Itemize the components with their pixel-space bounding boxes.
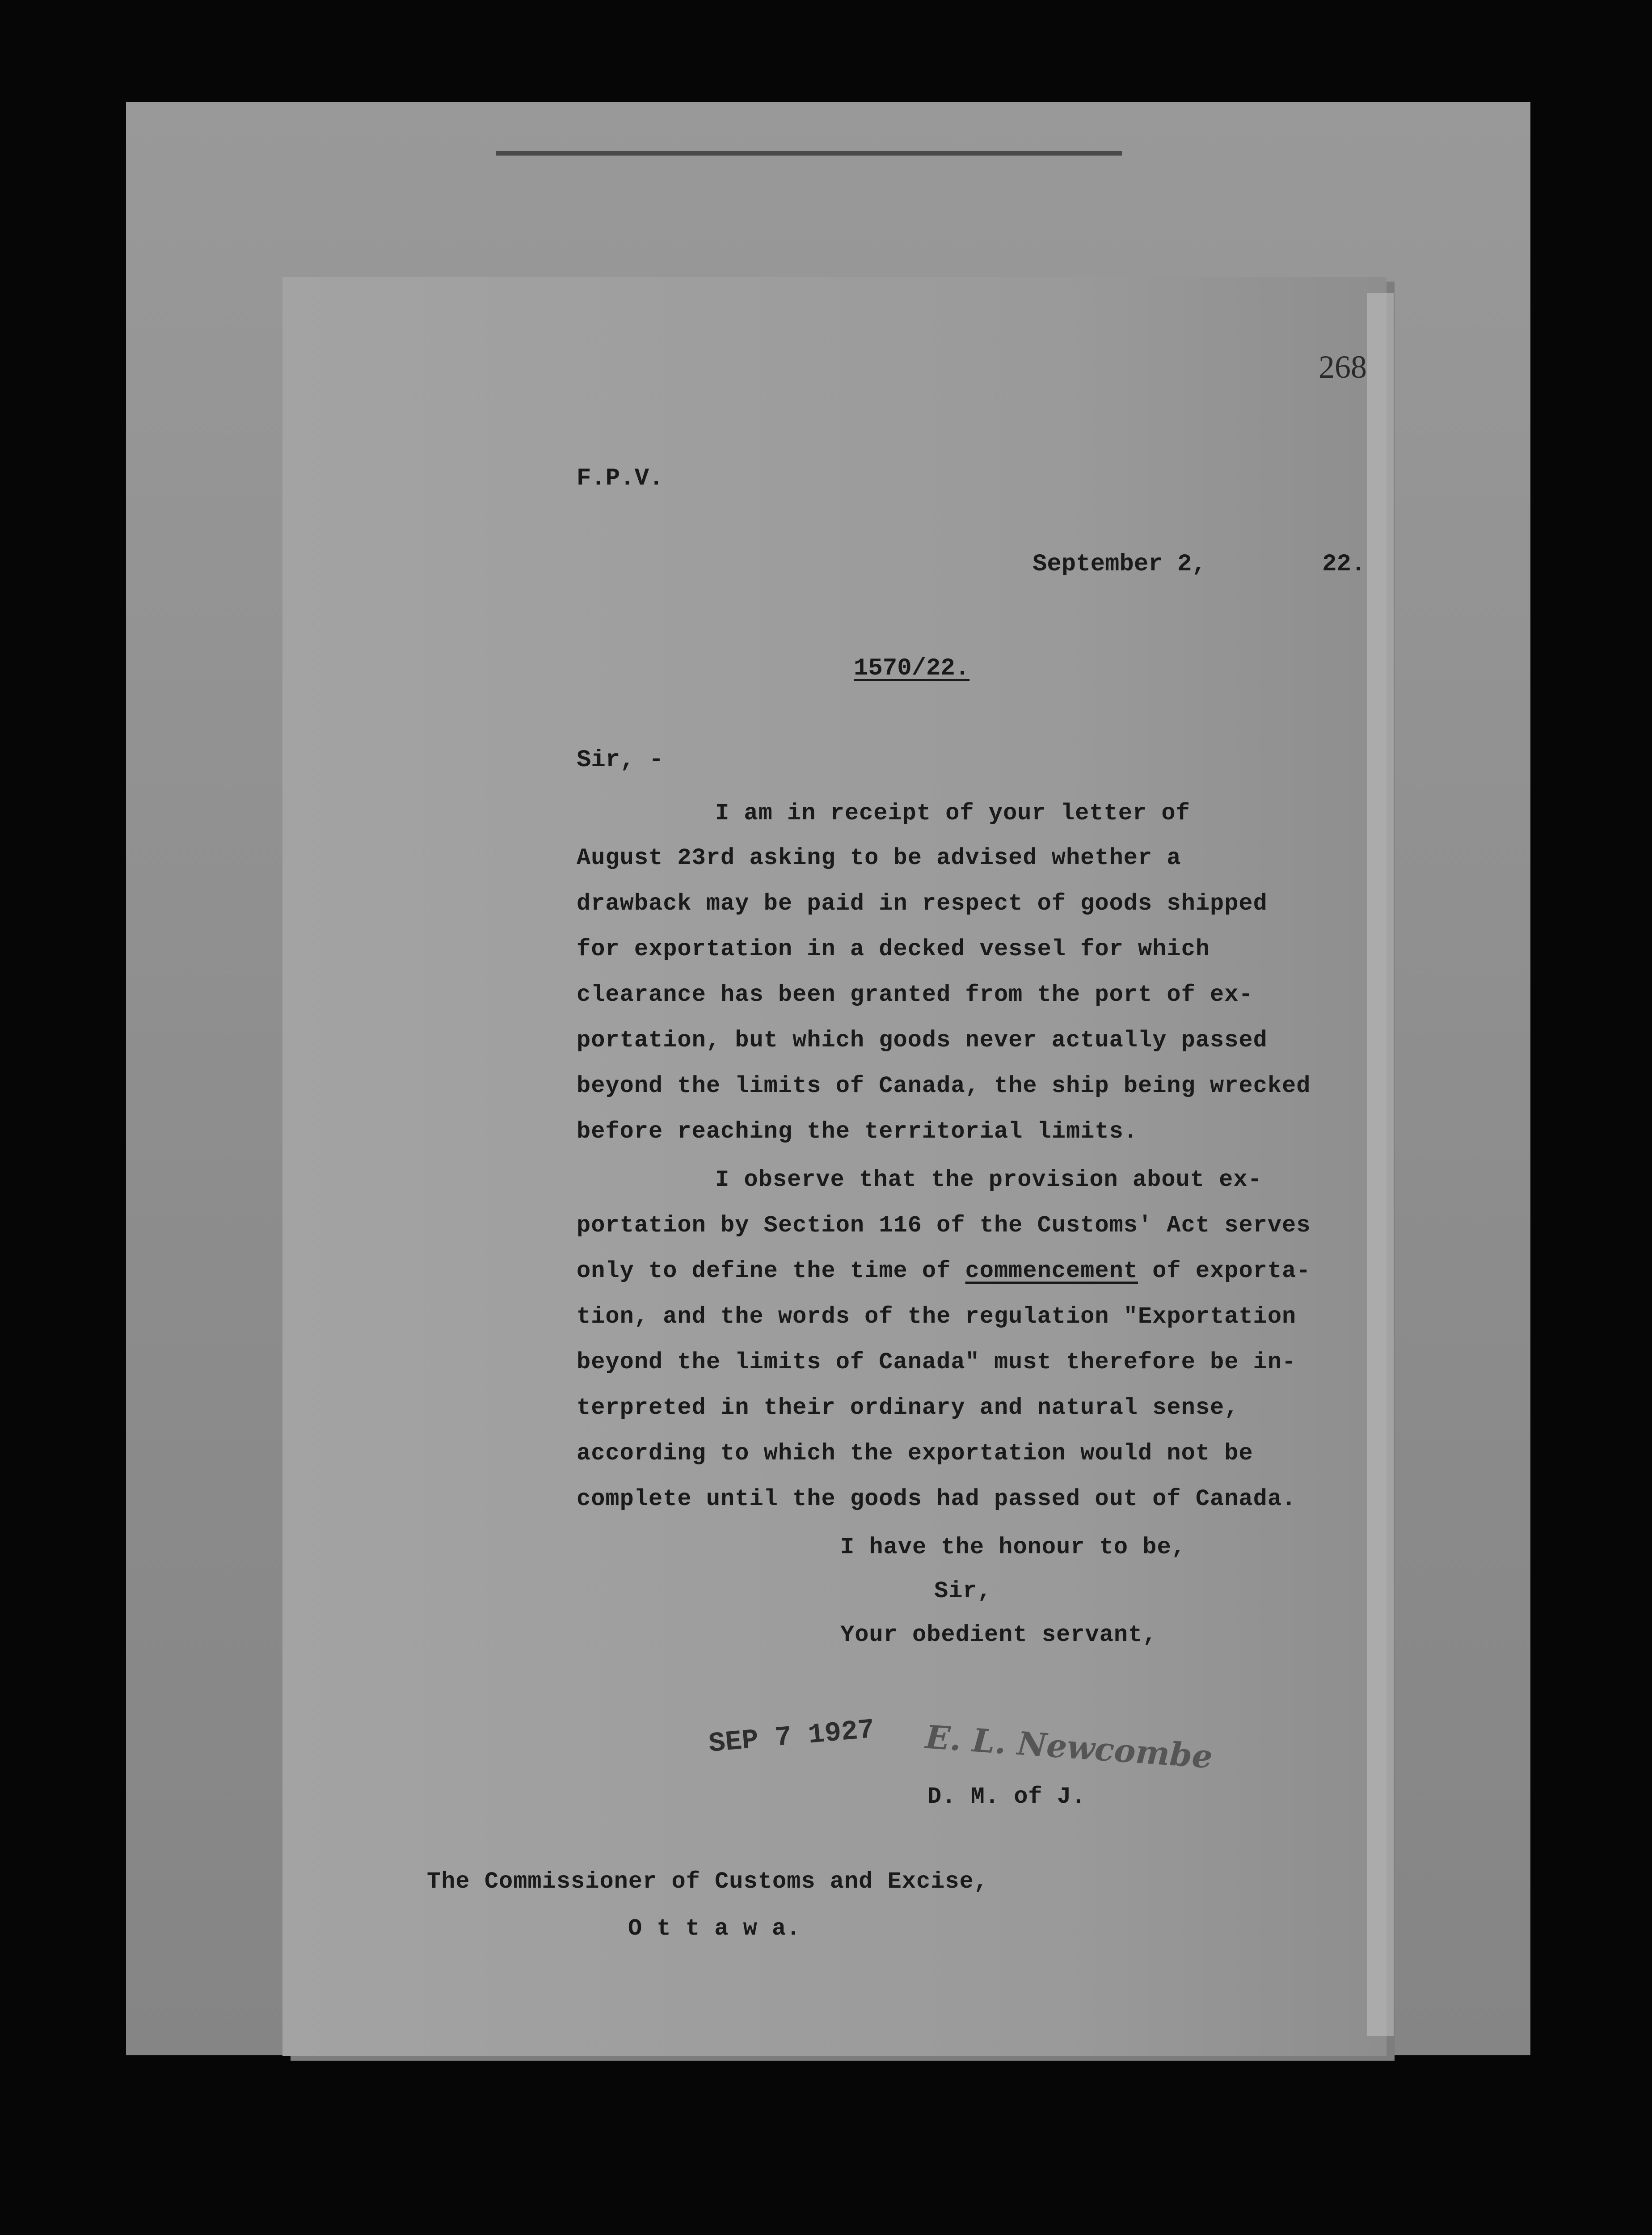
body-line: clearance has been granted from the port of ex- xyxy=(577,982,1253,1008)
page-number: 268 xyxy=(1319,349,1367,385)
sender-initials: F.P.V. xyxy=(577,465,664,492)
back-sheet-rule xyxy=(496,151,1122,156)
underlined-word: commencement xyxy=(965,1258,1138,1284)
body-line: tion, and the words of the regulation "Exportation xyxy=(577,1303,1297,1330)
letter-sheet-edge xyxy=(1367,293,1394,2036)
body-line: I observe that the provision about ex- xyxy=(715,1167,1262,1193)
date-stamp: SEP 7 1927 xyxy=(707,1713,876,1760)
letter-date: September 2, 22. xyxy=(1032,551,1366,578)
body-text: only to define the time of xyxy=(577,1258,965,1284)
addressee-city: O t t a w a. xyxy=(628,1915,801,1942)
body-line: I am in receipt of your letter of xyxy=(715,800,1190,827)
body-line xyxy=(577,1258,1311,1284)
salutation: Sir, - xyxy=(577,746,664,774)
signer-title: D. M. of J. xyxy=(927,1784,1086,1810)
addressee: The Commissioner of Customs and Excise, xyxy=(427,1868,988,1895)
body-text: of exporta- xyxy=(1138,1258,1311,1284)
signature: E. L. Newcombe xyxy=(924,1717,1214,1776)
body-line: August 23rd asking to be advised whether a xyxy=(577,845,1181,871)
file-number: 1570/22. xyxy=(854,655,970,682)
closing-line: I have the honour to be, xyxy=(840,1534,1186,1560)
body-line: portation by Section 116 of the Customs' Act serves xyxy=(577,1212,1311,1239)
closing-line: Your obedient servant, xyxy=(840,1622,1157,1648)
body-line: drawback may be paid in respect of goods shipped xyxy=(577,890,1268,917)
body-line: according to which the exportation would not be xyxy=(577,1440,1253,1467)
body-line: complete until the goods had passed out of Canada. xyxy=(577,1486,1297,1512)
body-line: beyond the limits of Canada, the ship being wrecked xyxy=(577,1073,1311,1099)
body-line: for exportation in a decked vessel for which xyxy=(577,936,1210,962)
body-line: before reaching the territorial limits. xyxy=(577,1118,1138,1145)
body-line: portation, but which goods never actually passed xyxy=(577,1027,1268,1054)
closing-line: Sir, xyxy=(934,1578,992,1604)
body-line: beyond the limits of Canada" must therefore be in- xyxy=(577,1349,1297,1375)
body-line: terpreted in their ordinary and natural sense, xyxy=(577,1395,1239,1421)
